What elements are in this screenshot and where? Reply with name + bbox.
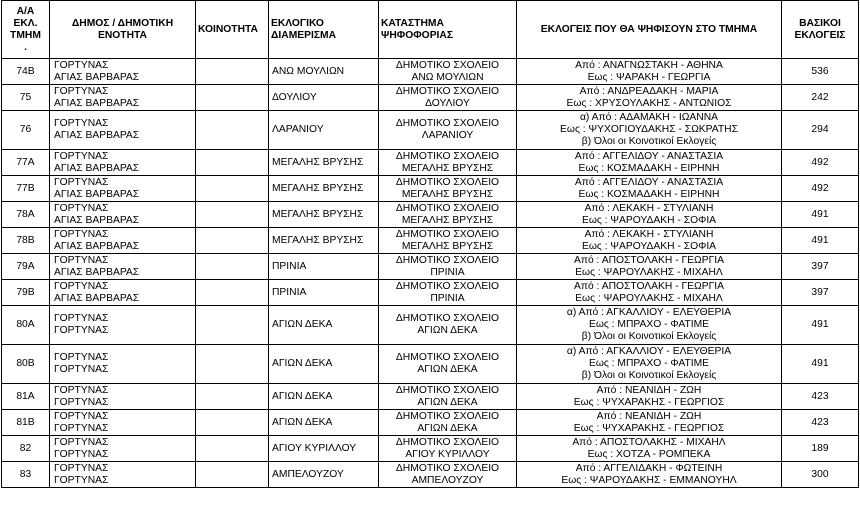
voters-range-cell (517, 202, 782, 228)
table-row (2, 228, 859, 254)
community-cell (196, 111, 269, 150)
polling-station-cell (379, 410, 517, 436)
registered-voters-cell: 536 (782, 59, 859, 85)
polling-station-cell (379, 254, 517, 280)
municipality-cell-line: ΑΓΙΑΣ ΒΑΡΒΑΡΑΣ (54, 240, 140, 252)
voters-range-cell-line: Από : ΛΕΚΑΚΗ - ΣΤΥΛΙΑΝΗ (584, 202, 714, 214)
municipality-cell (50, 150, 196, 176)
voters-range-cell-line: β) Όλοι οι Κοινοτικοί Εκλογείς (581, 331, 717, 342)
municipality-cell-line: ΑΓΙΑΣ ΒΑΡΒΑΡΑΣ (54, 71, 140, 83)
polling-station-cell-line: ΑΝΩ ΜΟΥΛΙΩΝ (411, 71, 484, 83)
municipality-cell-line: ΓΟΡΤΥΝΑΣ (54, 85, 109, 97)
voters-range-cell-line: Εως : ΜΠΡΑΧΟ - ΦΑΤΙΜΕ (588, 358, 710, 369)
polling-station-cell (379, 436, 517, 462)
municipality-cell (50, 306, 196, 345)
voters-range-cell-line: Εως : ΨΑΡΟΥΔΑΚΗ - ΣΟΦΙΑ (581, 240, 717, 252)
table-row (2, 306, 859, 345)
municipality-cell-line: ΑΓΙΑΣ ΒΑΡΒΑΡΑΣ (54, 214, 140, 226)
community-cell (196, 462, 269, 488)
community-cell (196, 85, 269, 111)
polling-station-cell-line: ΔΗΜΟΤΙΚΟ ΣΧΟΛΕΙΟ (395, 176, 500, 188)
polling-station-cell (379, 111, 517, 150)
voters-range-cell (517, 436, 782, 462)
municipality-cell-line: ΑΓΙΑΣ ΒΑΡΒΑΡΑΣ (54, 292, 140, 304)
municipality-cell (50, 59, 196, 85)
voters-range-cell-line: α) Από : ΑΓΚΑΛΛΙΟΥ - ΕΛΕΥΘΕΡΙΑ (566, 346, 732, 357)
table-row (2, 345, 859, 384)
voters-range-cell (517, 280, 782, 306)
district-cell: ΑΓΙΩΝ ΔΕΚΑ (269, 384, 379, 410)
registered-voters-cell: 491 (782, 202, 859, 228)
district-cell: ΠΡΙΝΙΑ (269, 280, 379, 306)
section-number: 77Α (2, 150, 50, 176)
registered-voters-cell: 423 (782, 384, 859, 410)
polling-station-cell (379, 280, 517, 306)
polling-station-cell-line: ΠΡΙΝΙΑ (430, 266, 465, 278)
voters-range-cell-line: Από : ΝΕΑΝΙΔΗ - ΖΩΗ (596, 384, 702, 396)
registered-voters-cell: 492 (782, 176, 859, 202)
polling-station-cell-line: ΜΕΓΑΛΗΣ ΒΡΥΣΗΣ (401, 188, 494, 200)
polling-station-cell (379, 462, 517, 488)
municipality-cell-line: ΓΟΡΤΥΝΑΣ (54, 150, 109, 162)
voters-range-cell-line: Εως : ΨΑΡΑΚΗ - ΓΕΩΡΓΙΑ (587, 71, 711, 83)
voters-range-cell-line: Εως : ΧΟΤΖΑ - ΡΟΜΠΕΚΑ (587, 448, 711, 460)
voters-range-cell-line: Από : ΑΓΓΕΛΙΔΑΚΗ - ΦΩΤΕΙΝΗ (575, 462, 723, 474)
registered-voters-cell: 189 (782, 436, 859, 462)
district-cell: ΑΓΙΩΝ ΔΕΚΑ (269, 306, 379, 345)
voters-range-cell-line: Από : ΑΝΑΓΝΩΣΤΑΚΗ - ΑΘΗΝΑ (575, 59, 723, 71)
section-number: 78Β (2, 228, 50, 254)
polling-station-cell-line: ΜΕΓΑΛΗΣ ΒΡΥΣΗΣ (401, 214, 494, 226)
table-row (2, 59, 859, 85)
municipality-cell-line: ΓΟΡΤΥΝΑΣ (54, 228, 109, 240)
table-row (2, 111, 859, 150)
district-cell: ΜΕΓΑΛΗΣ ΒΡΥΣΗΣ (269, 176, 379, 202)
polling-station-cell-line: ΑΓΙΩΝ ΔΕΚΑ (417, 364, 478, 375)
polling-sections-table (1, 0, 859, 488)
community-cell (196, 254, 269, 280)
header-aa: Α/Α ΕΚΛ. ΤΜΗΜ . (2, 1, 50, 59)
community-cell (196, 410, 269, 436)
registered-voters-cell: 397 (782, 254, 859, 280)
registered-voters-cell: 492 (782, 150, 859, 176)
voters-range-cell-line: α) Από : ΑΓΚΑΛΛΙΟΥ - ΕΛΕΥΘΕΡΙΑ (566, 307, 732, 318)
municipality-cell (50, 384, 196, 410)
voters-range-cell-line: Εως : ΚΟΣΜΑΔΑΚΗ - ΕΙΡΗΝΗ (578, 188, 720, 200)
voters-range-cell-line: Εως : ΨΑΡΟΥΛΑΚΗΣ - ΜΙΧΑΗΛ (575, 292, 723, 304)
district-cell: ΜΕΓΑΛΗΣ ΒΡΥΣΗΣ (269, 150, 379, 176)
municipality-cell-line: ΓΟΡΤΥΝΑΣ (54, 352, 109, 363)
district-cell: ΜΕΓΑΛΗΣ ΒΡΥΣΗΣ (269, 228, 379, 254)
header-row (2, 1, 859, 59)
polling-station-cell (379, 176, 517, 202)
voters-range-cell (517, 462, 782, 488)
district-cell: ΠΡΙΝΙΑ (269, 254, 379, 280)
voters-range-cell (517, 254, 782, 280)
voters-range-cell-line: Εως : ΨΥΧΟΓΙΟΥΔΑΚΗΣ - ΣΩΚΡΑΤΗΣ (560, 124, 738, 135)
municipality-cell-line: ΑΓΙΑΣ ΒΑΡΒΑΡΑΣ (54, 130, 140, 141)
voters-range-cell-line: Από : ΑΓΓΕΛΙΔΟΥ - ΑΝΑΣΤΑΣΙΑ (574, 176, 724, 188)
polling-station-cell (379, 384, 517, 410)
section-number: 78Α (2, 202, 50, 228)
table-row (2, 436, 859, 462)
section-number: 81Α (2, 384, 50, 410)
voters-range-cell (517, 306, 782, 345)
registered-voters-cell: 242 (782, 85, 859, 111)
table-row (2, 202, 859, 228)
registered-voters-cell: 397 (782, 280, 859, 306)
community-cell (196, 306, 269, 345)
municipality-cell (50, 280, 196, 306)
municipality-cell (50, 436, 196, 462)
polling-station-cell-line: ΔΗΜΟΤΙΚΟ ΣΧΟΛΕΙΟ (395, 228, 500, 240)
municipality-cell (50, 176, 196, 202)
municipality-cell (50, 254, 196, 280)
polling-station-cell (379, 228, 517, 254)
community-cell (196, 59, 269, 85)
polling-station-cell-line: ΔΗΜΟΤΙΚΟ ΣΧΟΛΕΙΟ (395, 410, 500, 422)
table-row (2, 384, 859, 410)
section-number: 81Β (2, 410, 50, 436)
voters-range-cell (517, 150, 782, 176)
municipality-cell-line: ΓΟΡΤΥΝΑΣ (54, 364, 109, 375)
municipality-cell (50, 202, 196, 228)
municipality-cell-line: ΓΟΡΤΥΝΑΣ (54, 384, 109, 396)
community-cell (196, 384, 269, 410)
district-cell: ΜΕΓΑΛΗΣ ΒΡΥΣΗΣ (269, 202, 379, 228)
table-row (2, 410, 859, 436)
voters-range-cell (517, 111, 782, 150)
municipality-cell-line: ΑΓΙΑΣ ΒΑΡΒΑΡΑΣ (54, 97, 140, 109)
municipality-cell (50, 111, 196, 150)
municipality-cell-line: ΓΟΡΤΥΝΑΣ (54, 118, 109, 129)
section-number: 80Β (2, 345, 50, 384)
section-number: 77Β (2, 176, 50, 202)
table-row (2, 85, 859, 111)
section-number: 83 (2, 462, 50, 488)
municipality-cell-line: ΓΟΡΤΥΝΑΣ (54, 462, 109, 474)
voters-range-cell (517, 176, 782, 202)
voters-range-cell (517, 59, 782, 85)
polling-station-cell-line: ΔΗΜΟΤΙΚΟ ΣΧΟΛΕΙΟ (395, 462, 500, 474)
district-cell: ΑΝΩ ΜΟΥΛΙΩΝ (269, 59, 379, 85)
district-cell: ΑΓΙΩΝ ΔΕΚΑ (269, 410, 379, 436)
district-cell: ΑΓΙΟΥ ΚΥΡΙΛΛΟΥ (269, 436, 379, 462)
section-number: 79Β (2, 280, 50, 306)
voters-range-cell (517, 228, 782, 254)
voters-range-cell-line: β) Όλοι οι Κοινοτικοί Εκλογείς (581, 136, 717, 147)
municipality-cell-line: ΑΓΙΑΣ ΒΑΡΒΑΡΑΣ (54, 266, 140, 278)
voters-range-cell (517, 345, 782, 384)
header-diamerisma: ΕΚΛΟΓΙΚΟ ΔΙΑΜΕΡΙΣΜΑ (269, 1, 379, 59)
section-number: 79Α (2, 254, 50, 280)
polling-station-cell-line: ΔΟΥΛΙΟΥ (425, 97, 470, 109)
municipality-cell-line: ΓΟΡΤΥΝΑΣ (54, 410, 109, 422)
municipality-cell-line: ΓΟΡΤΥΝΑΣ (54, 325, 109, 336)
voters-range-cell-line: Από : ΑΓΓΕΛΙΔΟΥ - ΑΝΑΣΤΑΣΙΑ (574, 150, 724, 162)
polling-station-cell-line: ΑΓΙΟΥ ΚΥΡΙΛΛΟΥ (405, 448, 490, 460)
table-row (2, 280, 859, 306)
municipality-cell-line: ΓΟΡΤΥΝΑΣ (54, 448, 109, 460)
polling-station-cell-line: ΛΑΡΑΝΙΟΥ (421, 130, 474, 141)
voters-range-cell-line: Από : ΛΕΚΑΚΗ - ΣΤΥΛΙΑΝΗ (584, 228, 714, 240)
community-cell (196, 436, 269, 462)
municipality-cell-line: ΓΟΡΤΥΝΑΣ (54, 422, 109, 434)
polling-station-cell-line: ΔΗΜΟΤΙΚΟ ΣΧΟΛΕΙΟ (395, 118, 500, 129)
polling-station-cell-line: ΑΓΙΩΝ ΔΕΚΑ (417, 422, 478, 434)
section-number: 80Α (2, 306, 50, 345)
polling-station-cell-line: ΔΗΜΟΤΙΚΟ ΣΧΟΛΕΙΟ (395, 280, 500, 292)
polling-station-cell-line: ΑΜΠΕΛΟΥΖΟΥ (411, 474, 484, 486)
voters-range-cell (517, 85, 782, 111)
municipality-cell-line: ΓΟΡΤΥΝΑΣ (54, 313, 109, 324)
voters-range-cell-line: Εως : ΧΡΥΣΟΥΛΑΚΗΣ - ΑΝΤΩΝΙΟΣ (566, 97, 732, 109)
polling-station-cell (379, 150, 517, 176)
voters-range-cell-line: Εως : ΨΑΡΟΥΔΑΚΗ - ΣΟΦΙΑ (581, 214, 717, 226)
community-cell (196, 176, 269, 202)
voters-range-cell-line: Εως : ΜΠΡΑΧΟ - ΦΑΤΙΜΕ (588, 319, 710, 330)
municipality-cell-line: ΓΟΡΤΥΝΑΣ (54, 254, 109, 266)
header-katastima: ΚΑΤΑΣΤΗΜΑ ΨΗΦΟΦΟΡΙΑΣ (379, 1, 517, 59)
municipality-cell-line: ΑΓΙΑΣ ΒΑΡΒΑΡΑΣ (54, 188, 140, 200)
community-cell (196, 202, 269, 228)
polling-station-cell-line: ΔΗΜΟΤΙΚΟ ΣΧΟΛΕΙΟ (395, 384, 500, 396)
polling-station-cell-line: ΜΕΓΑΛΗΣ ΒΡΥΣΗΣ (401, 162, 494, 174)
registered-voters-cell: 300 (782, 462, 859, 488)
municipality-cell (50, 345, 196, 384)
voters-range-cell-line: β) Όλοι οι Κοινοτικοί Εκλογείς (581, 370, 717, 381)
voters-range-cell-line: Από : ΑΠΟΣΤΟΛΑΚΗΣ - ΜΙΧΑΗΛ (572, 436, 726, 448)
section-number: 75 (2, 85, 50, 111)
community-cell (196, 150, 269, 176)
table-row (2, 150, 859, 176)
polling-station-cell (379, 85, 517, 111)
district-cell: ΔΟΥΛΙΟΥ (269, 85, 379, 111)
header-koinotita: ΚΟΙΝΟΤΗΤΑ (196, 1, 269, 59)
polling-station-cell (379, 345, 517, 384)
polling-station-cell-line: ΔΗΜΟΤΙΚΟ ΣΧΟΛΕΙΟ (395, 85, 500, 97)
voters-range-cell-line: Εως : ΨΑΡΟΥΛΑΚΗΣ - ΜΙΧΑΗΛ (575, 266, 723, 278)
municipality-cell-line: ΓΟΡΤΥΝΑΣ (54, 176, 109, 188)
section-number: 76 (2, 111, 50, 150)
registered-voters-cell: 491 (782, 306, 859, 345)
voters-range-cell (517, 384, 782, 410)
municipality-cell (50, 462, 196, 488)
table-row (2, 462, 859, 488)
table-body (2, 59, 859, 488)
registered-voters-cell: 294 (782, 111, 859, 150)
polling-station-cell-line: ΔΗΜΟΤΙΚΟ ΣΧΟΛΕΙΟ (395, 254, 500, 266)
voters-range-cell-line: Εως : ΨΥΧΑΡΑΚΗΣ - ΓΕΩΡΓΙΟΣ (573, 396, 725, 408)
table-row (2, 176, 859, 202)
polling-station-cell (379, 306, 517, 345)
polling-station-cell (379, 59, 517, 85)
header-vasikoi: ΒΑΣΙΚΟΙ ΕΚΛΟΓΕΙΣ (782, 1, 859, 59)
voters-range-cell-line: Από : ΑΠΟΣΤΟΛΑΚΗ - ΓΕΩΡΓΙΑ (573, 254, 725, 266)
polling-station-cell-line: ΑΓΙΩΝ ΔΕΚΑ (417, 325, 478, 336)
municipality-cell-line: ΓΟΡΤΥΝΑΣ (54, 202, 109, 214)
voters-range-cell-line: Εως : ΨΑΡΟΥΔΑΚΗΣ - ΕΜΜΑΝΟΥΗΛ (561, 474, 737, 486)
municipality-cell-line: ΓΟΡΤΥΝΑΣ (54, 436, 109, 448)
polling-station-cell-line: ΔΗΜΟΤΙΚΟ ΣΧΟΛΕΙΟ (395, 436, 500, 448)
table-row (2, 254, 859, 280)
municipality-cell-line: ΓΟΡΤΥΝΑΣ (54, 396, 109, 408)
voters-range-cell-line: Από : ΝΕΑΝΙΔΗ - ΖΩΗ (596, 410, 702, 422)
section-number: 82 (2, 436, 50, 462)
voters-range-cell-line: Εως : ΚΟΣΜΑΔΑΚΗ - ΕΙΡΗΝΗ (578, 162, 720, 174)
community-cell (196, 280, 269, 306)
polling-station-cell-line: ΔΗΜΟΤΙΚΟ ΣΧΟΛΕΙΟ (395, 313, 500, 324)
registered-voters-cell: 491 (782, 228, 859, 254)
header-ekloges: ΕΚΛΟΓΕΙΣ ΠΟΥ ΘΑ ΨΗΦΙΣΟΥΝ ΣΤΟ ΤΜΗΜΑ (517, 1, 782, 59)
voters-range-cell (517, 410, 782, 436)
voters-range-cell-line: α) Από : ΑΔΑΜΑΚΗ - ΙΩΑΝΝΑ (579, 112, 719, 123)
polling-station-cell-line: ΔΗΜΟΤΙΚΟ ΣΧΟΛΕΙΟ (395, 352, 500, 363)
district-cell: ΑΜΠΕΛΟΥΖΟΥ (269, 462, 379, 488)
polling-station-cell (379, 202, 517, 228)
municipality-cell (50, 85, 196, 111)
registered-voters-cell: 423 (782, 410, 859, 436)
community-cell (196, 345, 269, 384)
polling-station-cell-line: ΜΕΓΑΛΗΣ ΒΡΥΣΗΣ (401, 240, 494, 252)
polling-station-cell-line: ΔΗΜΟΤΙΚΟ ΣΧΟΛΕΙΟ (395, 150, 500, 162)
registered-voters-cell: 491 (782, 345, 859, 384)
municipality-cell-line: ΓΟΡΤΥΝΑΣ (54, 280, 109, 292)
voters-range-cell-line: Από : ΑΝΔΡΕΑΔΑΚΗ - ΜΑΡΙΑ (579, 85, 719, 97)
municipality-cell (50, 410, 196, 436)
polling-station-cell-line: ΔΗΜΟΤΙΚΟ ΣΧΟΛΕΙΟ (395, 202, 500, 214)
municipality-cell-line: ΓΟΡΤΥΝΑΣ (54, 59, 109, 71)
polling-station-cell-line: ΔΗΜΟΤΙΚΟ ΣΧΟΛΕΙΟ (395, 59, 500, 71)
municipality-cell-line: ΑΓΙΑΣ ΒΑΡΒΑΡΑΣ (54, 162, 140, 174)
voters-range-cell-line: Από : ΑΠΟΣΤΟΛΑΚΗ - ΓΕΩΡΓΙΑ (573, 280, 725, 292)
section-number: 74Β (2, 59, 50, 85)
header-dimos: ΔΗΜΟΣ / ΔΗΜΟΤΙΚΗ ΕΝΟΤΗΤΑ (50, 1, 196, 59)
municipality-cell-line: ΓΟΡΤΥΝΑΣ (54, 474, 109, 486)
polling-station-cell-line: ΑΓΙΩΝ ΔΕΚΑ (417, 396, 478, 408)
community-cell (196, 228, 269, 254)
voters-range-cell-line: Εως : ΨΥΧΑΡΑΚΗΣ - ΓΕΩΡΓΙΟΣ (573, 422, 725, 434)
polling-station-cell-line: ΠΡΙΝΙΑ (430, 292, 465, 304)
municipality-cell (50, 228, 196, 254)
district-cell: ΑΓΙΩΝ ΔΕΚΑ (269, 345, 379, 384)
district-cell: ΛΑΡΑΝΙΟΥ (269, 111, 379, 150)
